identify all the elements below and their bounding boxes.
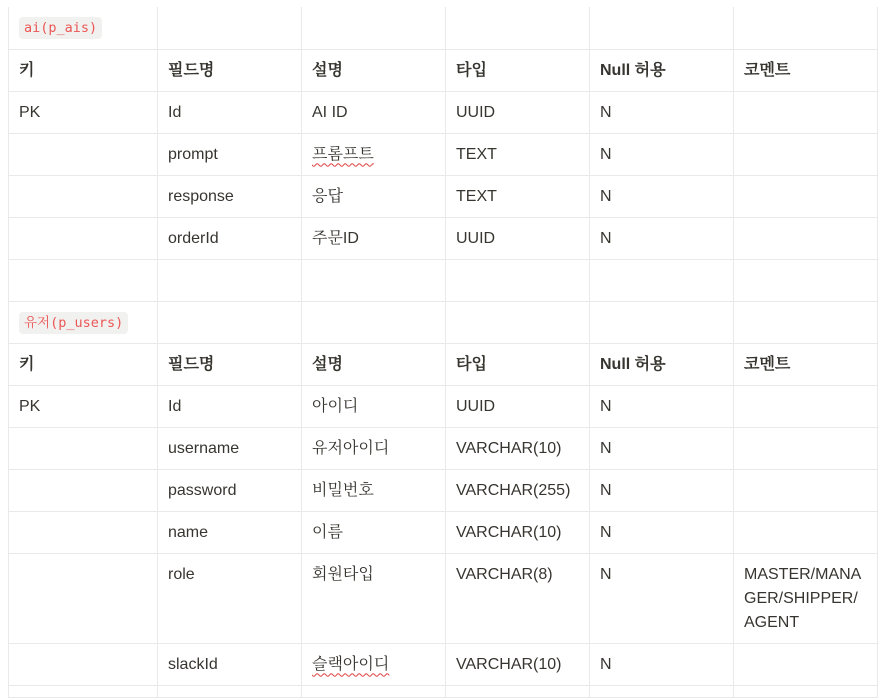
table-cell[interactable]: AI ID [302, 91, 446, 133]
table-cell[interactable] [734, 511, 878, 553]
table-cell[interactable]: TEXT [446, 175, 590, 217]
table-cell[interactable]: N [590, 385, 734, 427]
header-cell[interactable]: 필드명 [158, 343, 302, 385]
table-cell[interactable] [734, 175, 878, 217]
table-row [9, 91, 878, 133]
table-cell[interactable]: 이름 [302, 511, 446, 553]
table-cell[interactable]: MASTER/MANAGER/SHIPPER/AGENT [734, 553, 878, 643]
table-row [9, 175, 878, 217]
table-cell[interactable] [158, 301, 302, 343]
header-cell[interactable]: 키 [9, 343, 158, 385]
table-cell[interactable] [446, 301, 590, 343]
table-cell[interactable]: N [590, 643, 734, 685]
table-cell[interactable] [158, 685, 302, 697]
table-cell[interactable]: N [590, 553, 734, 643]
table-cell[interactable]: 유저아이디 [302, 427, 446, 469]
table-cell[interactable] [9, 643, 158, 685]
table-cell[interactable]: Id [158, 91, 302, 133]
header-cell[interactable]: 코멘트 [734, 49, 878, 91]
table-cell[interactable] [9, 301, 158, 343]
table-cell[interactable] [9, 217, 158, 259]
table-cell[interactable]: 비밀번호 [302, 469, 446, 511]
table-cell[interactable] [590, 7, 734, 49]
header-cell[interactable]: Null 허용 [590, 343, 734, 385]
table-cell[interactable] [302, 685, 446, 697]
table-cell[interactable]: VARCHAR(8) [446, 553, 590, 643]
header-cell[interactable]: 타입 [446, 343, 590, 385]
header-cell[interactable]: Null 허용 [590, 49, 734, 91]
table-cell[interactable] [9, 511, 158, 553]
table-cell[interactable] [734, 385, 878, 427]
table-cell[interactable]: name [158, 511, 302, 553]
table-cell[interactable]: PK [9, 91, 158, 133]
header-cell[interactable]: 설명 [302, 343, 446, 385]
table-cell[interactable] [302, 133, 446, 175]
table-row [9, 217, 878, 259]
table-cell[interactable]: orderId [158, 217, 302, 259]
table-cell[interactable]: prompt [158, 133, 302, 175]
table-cell[interactable] [590, 301, 734, 343]
table-cell[interactable] [446, 685, 590, 697]
table-cell[interactable]: PK [9, 385, 158, 427]
table-row [9, 133, 878, 175]
table-cell[interactable] [302, 643, 446, 685]
table-cell[interactable] [158, 259, 302, 301]
table-row [9, 427, 878, 469]
table-cell[interactable]: TEXT [446, 133, 590, 175]
table-row [9, 511, 878, 553]
table-cell[interactable] [9, 133, 158, 175]
table-cell[interactable]: N [590, 91, 734, 133]
table-row [9, 469, 878, 511]
table-cell[interactable]: N [590, 175, 734, 217]
table-cell[interactable]: VARCHAR(10) [446, 643, 590, 685]
header-cell[interactable]: 타입 [446, 49, 590, 91]
cell-text: 프롬프트 [312, 145, 374, 163]
table-cell[interactable]: VARCHAR(10) [446, 427, 590, 469]
table-cell[interactable] [302, 7, 446, 49]
table-tag-row [9, 7, 878, 49]
table-cell[interactable]: UUID [446, 385, 590, 427]
empty-row [9, 259, 878, 301]
table-cell[interactable]: response [158, 175, 302, 217]
table-cell[interactable]: N [590, 217, 734, 259]
table-cell[interactable]: UUID [446, 217, 590, 259]
header-row [9, 49, 878, 91]
table-row [9, 553, 878, 643]
table-cell[interactable] [734, 469, 878, 511]
table-cell[interactable] [158, 7, 302, 49]
table-cell[interactable]: 회원타입 [302, 553, 446, 643]
table-cell[interactable] [734, 301, 878, 343]
table-cell[interactable] [9, 175, 158, 217]
table-cell[interactable] [302, 301, 446, 343]
table-cell[interactable] [9, 7, 158, 49]
table-cell[interactable]: VARCHAR(255) [446, 469, 590, 511]
empty-row [9, 685, 878, 697]
table-cell[interactable] [9, 427, 158, 469]
header-cell[interactable]: 코멘트 [734, 343, 878, 385]
header-row [9, 343, 878, 385]
table-cell[interactable] [734, 427, 878, 469]
table-cell[interactable] [9, 259, 158, 301]
header-cell[interactable]: 설명 [302, 49, 446, 91]
table-cell[interactable]: N [590, 511, 734, 553]
table-cell[interactable] [734, 217, 878, 259]
table-cell[interactable] [9, 685, 158, 697]
table-cell[interactable] [446, 259, 590, 301]
table-cell[interactable]: N [590, 469, 734, 511]
table-cell[interactable] [9, 469, 158, 511]
cell-text: 슬랙아이디 [312, 655, 390, 673]
table-tag-ai: ai(p_ais) [19, 17, 102, 39]
table-cell[interactable] [590, 685, 734, 697]
table-cell[interactable]: password [158, 469, 302, 511]
table-cell[interactable] [734, 685, 878, 697]
header-cell[interactable]: 필드명 [158, 49, 302, 91]
table-cell[interactable]: 아이디 [302, 385, 446, 427]
table-cell[interactable]: N [590, 133, 734, 175]
table-cell[interactable]: 주문ID [302, 217, 446, 259]
table-cell[interactable]: VARCHAR(10) [446, 511, 590, 553]
schema-table [8, 7, 878, 698]
table-cell[interactable] [734, 91, 878, 133]
table-cell[interactable] [734, 259, 878, 301]
table-cell[interactable] [734, 133, 878, 175]
table-cell[interactable]: N [590, 427, 734, 469]
table-cell[interactable]: Id [158, 385, 302, 427]
header-cell[interactable]: 키 [9, 49, 158, 91]
table-row [9, 385, 878, 427]
table-cell[interactable]: slackId [158, 643, 302, 685]
table-cell[interactable] [734, 7, 878, 49]
table-cell[interactable]: 응답 [302, 175, 446, 217]
table-tag-row [9, 301, 878, 343]
table-row [9, 643, 878, 685]
table-cell[interactable] [590, 259, 734, 301]
table-cell[interactable]: role [158, 553, 302, 643]
table-cell[interactable] [9, 553, 158, 643]
table-cell[interactable]: UUID [446, 91, 590, 133]
table-tag-users: 유저(p_users) [19, 312, 128, 334]
table-cell[interactable] [446, 7, 590, 49]
table-cell[interactable] [734, 643, 878, 685]
table-cell[interactable]: username [158, 427, 302, 469]
table-cell[interactable] [302, 259, 446, 301]
